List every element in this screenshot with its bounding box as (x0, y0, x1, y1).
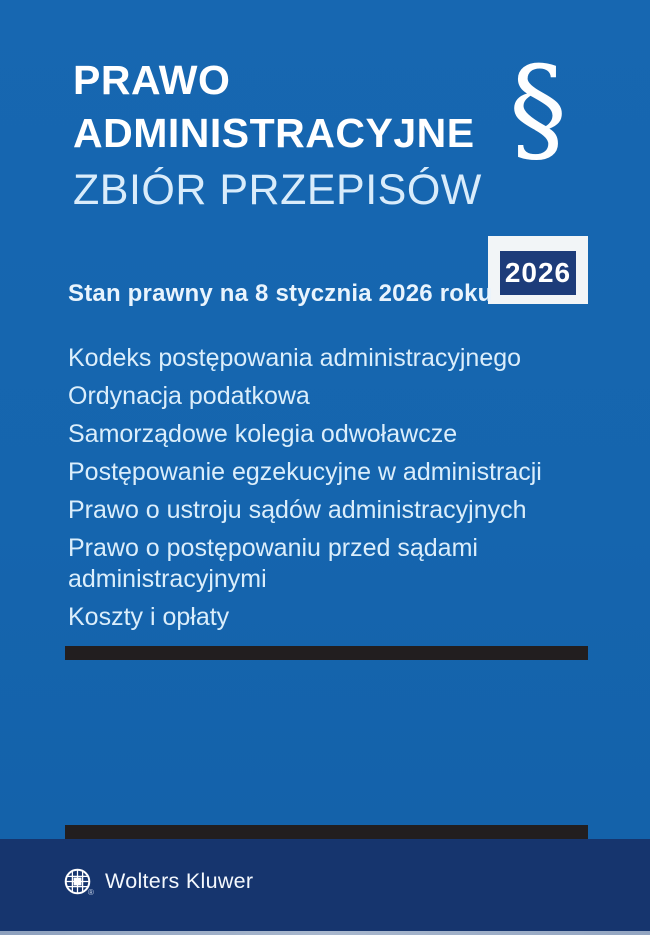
contents-item: Samorządowe kolegia odwoławcze (68, 420, 458, 448)
registered-trademark: ® (88, 888, 94, 897)
subtitle: ZBIÓR PRZEPISÓW (73, 166, 482, 214)
contents-item: Koszty i opłaty (68, 603, 230, 631)
year-text: 2026 (504, 257, 572, 288)
contents-item: Prawo o ustroju sądów administracyjnych (68, 496, 527, 524)
publisher-footer (0, 839, 650, 931)
divider-bar-top (65, 646, 588, 660)
bottom-strip (0, 931, 650, 935)
title-line-2: ADMINISTRACYJNE (73, 110, 475, 156)
section-paragraph-icon: § (509, 42, 567, 177)
year-badge-inner (500, 251, 576, 295)
divider-bar-bottom (65, 825, 588, 839)
wolters-kluwer-sphere-icon (64, 868, 91, 895)
contents-item: Prawo o postępowaniu przed sądami administracyjnymi (68, 534, 478, 593)
publisher-name: Wolters Kluwer (105, 869, 254, 893)
title-line-1: PRAWO (73, 57, 231, 103)
year-badge (488, 236, 588, 304)
legal-status-line: Stan prawny na 8 stycznia 2026 roku (68, 280, 493, 307)
book-title (73, 54, 482, 215)
contents-item: Ordynacja podatkowa (68, 382, 310, 410)
contents-item: Postępowanie egzekucyjne w administracji (68, 458, 542, 486)
contents-item: Kodeks postępowania administracyjnego (68, 344, 522, 372)
contents-list (68, 343, 588, 640)
